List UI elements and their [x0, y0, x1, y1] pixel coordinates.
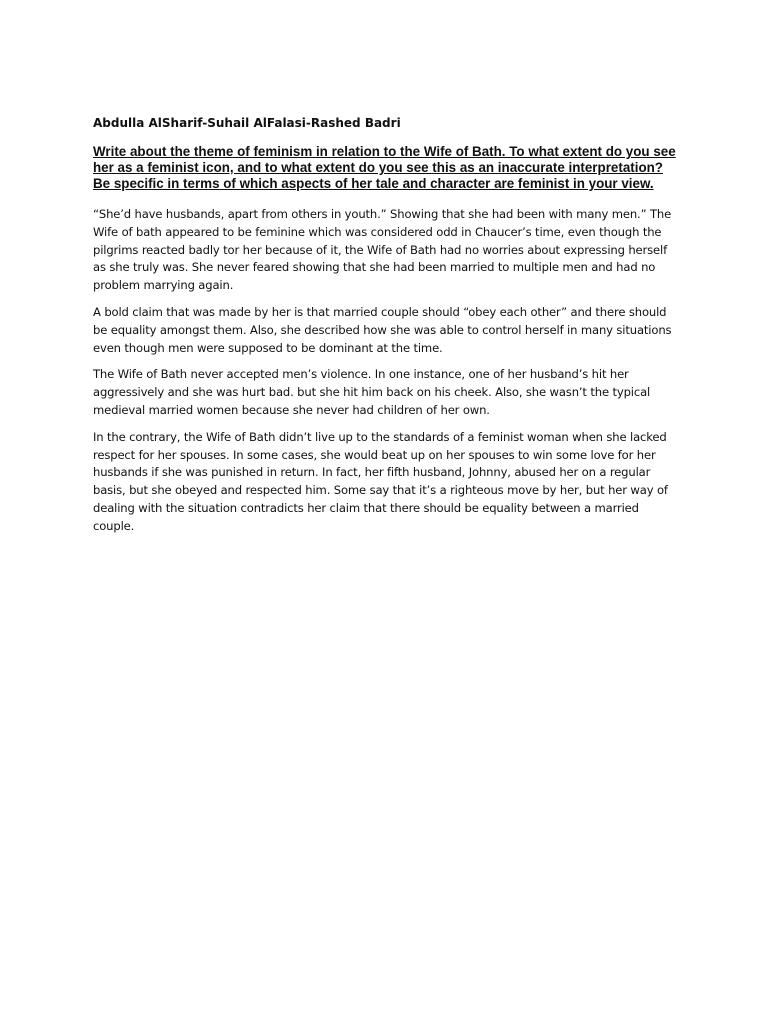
paragraph-4: In the contrary, the Wife of Bath didn’t live up to the standards of a feminist woman when she lacked respect for her spouses. In some cases, she would beat up on her spouses to win some love for her husbands if she was punished in return. In fact, her fifth husband, Johnny, abused her on a regular basis, but she obeyed and respected him. Some say that it’s a righteous move by her, but her way of dealing with the situation contradicts her claim that there should be equality between a married couple.	[93, 429, 668, 533]
paragraph-3: The Wife of Bath never accepted men’s violence. In one instance, one of her husband’s hit her aggressively and she was hurt bad. but she hit him back on his cheek. Also, she wasn’t the typical medieval married women because she never had children of her own.	[93, 367, 651, 417]
document-body	[93, 114, 678, 545]
paragraph-2: A bold claim that was made by her is that married couple should “obey each other” and there should be equality amongst them. Also, she described how she was able to control herself in many situations even though men were supposed to be dominant at the time.	[93, 304, 672, 355]
author-names: Abdulla AlSharif-Suhail AlFalasi-Rashed Badri	[93, 116, 401, 130]
essay-prompt: Write about the theme of feminism in relation to the Wife of Bath. To what extent do you see her as a feminist icon, and to what extent do you see this as an inaccurate interpretation? Be specific in terms of which aspects of her tale and character are feminist in your view.	[93, 144, 676, 191]
paragraph-1: “She’d have husbands, apart from others in youth.” Showing that she had been with many men.” The Wife of bath appeared to be feminine which was considered odd in Chaucer’s time, even though the pilgrims reacted badly tor her because of it, the Wife of Bath had no worries about expressing herself as she truly was. She never feared showing that she had been married to multiple men and had no problem marrying again.	[93, 207, 672, 293]
